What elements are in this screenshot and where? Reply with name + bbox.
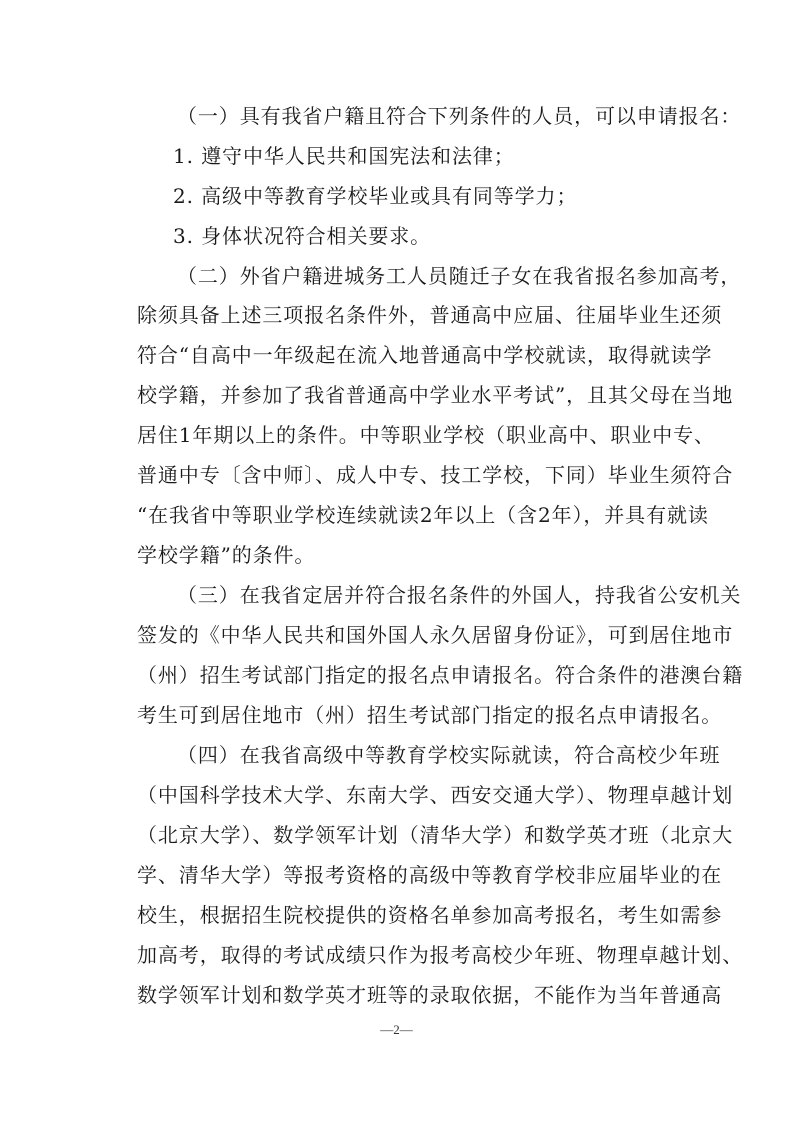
paragraph-4-line-2: （中国科学技术大学、东南大学、西安交通大学）、物理卓越计划 xyxy=(137,783,734,807)
paragraph-2-line-4: 校学籍，并参加了我省普通高中学业水平考试”，且其父母在当地 xyxy=(137,383,734,407)
paragraph-4-line-3: （北京大学）、数学领军计划（清华大学）和数学英才班（北京大 xyxy=(137,823,734,847)
paragraph-4-line-6: 加高考，取得的考试成绩只作为报考高校少年班、物理卓越计划、 xyxy=(137,943,744,967)
paragraph-4-line-4: 学、清华大学）等报考资格的高级中等教育学校非应届毕业的在 xyxy=(137,863,723,887)
condition-item-2: 2. 高级中等教育学校毕业或具有同等学力； xyxy=(173,184,578,208)
paragraph-1-line-1: （一）具有我省户籍且符合下列条件的人员，可以申请报名： xyxy=(177,104,742,128)
paragraph-2-line-2: 除须具备上述三项报名条件外，普通高中应届、往届毕业生还须 xyxy=(137,303,723,327)
paragraph-3-line-3: （州）招生考试部门指定的报名点申请报名。符合条件的港澳台籍 xyxy=(137,663,744,687)
paragraph-3-line-1: （三）在我省定居并符合报名条件的外国人，持我省公安机关 xyxy=(177,583,742,607)
paragraph-4-line-1: （四）在我省高级中等教育学校实际就读，符合高校少年班 xyxy=(177,743,721,767)
paragraph-2-line-1: （二）外省户籍进城务工人员随迁子女在我省报名参加高考， xyxy=(177,264,742,288)
page-number: —2— xyxy=(380,1022,413,1037)
paragraph-2-line-7: “在我省中等职业学校连续就读2年以上（含2年），并具有就读 xyxy=(137,503,709,527)
paragraph-3-line-4: 考生可到居住地市（州）招生考试部门指定的报名点申请报名。 xyxy=(137,703,723,727)
condition-item-1: 1. 遵守中华人民共和国宪法和法律； xyxy=(173,144,515,168)
paragraph-2-line-5: 居住1年期以上的条件。中等职业学校（职业高中、职业中专、 xyxy=(137,423,715,447)
paragraph-4-line-7: 数学领军计划和数学英才班等的录取依据，不能作为当年普通高 xyxy=(137,983,723,1007)
paragraph-4-line-5: 校生，根据招生院校提供的资格名单参加高考报名，考生如需参 xyxy=(137,903,723,927)
condition-item-3: 3. 身体状况符合相关要求。 xyxy=(173,224,432,248)
paragraph-3-line-2: 签发的《中华人民共和国外国人永久居留身份证》，可到居住地市 xyxy=(137,623,734,647)
paragraph-2-line-3: 符合“自高中一年级起在流入地普通高中学校就读，取得就读学 xyxy=(137,343,713,367)
paragraph-2-line-6: 普通中专〔含中师〕、成人中专、技工学校，下同）毕业生须符合 xyxy=(137,463,734,487)
paragraph-2-line-8: 学校学籍”的条件。 xyxy=(137,543,316,567)
